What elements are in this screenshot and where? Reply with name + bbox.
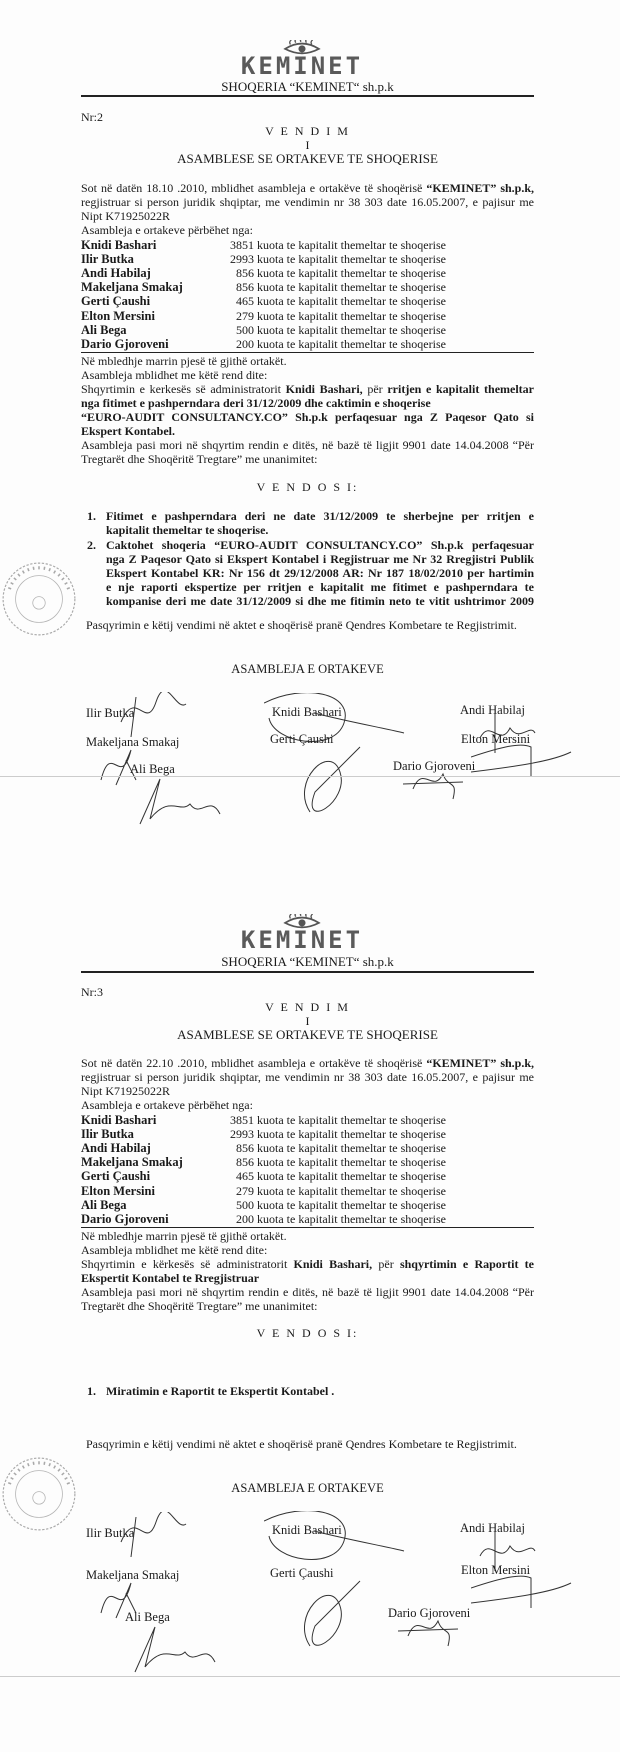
member-quota: 856 [236,1141,254,1156]
members-rule [81,1227,534,1228]
text-segment: Knidi Bashari, [285,382,363,396]
member-name: Dario Gjoroveni [81,336,169,351]
company-header: SHOQERIA “KEMINET“ sh.p.k [221,79,394,94]
intro-line [81,1084,170,1098]
intro-line [81,181,534,195]
signatory-name: Dario Gjoroveni [388,1606,471,1620]
signatory-name: Gerti Çaushi [270,732,334,746]
intro-line [81,223,253,237]
signatory-name: Elton Mersini [461,732,531,746]
agenda-line [81,354,287,368]
member-quota-text: kuota te kapitalit themeltar te shoqerise [257,322,446,337]
member-name: Gerti Çaushi [81,1169,151,1184]
decision-title: V E N D I M [265,1000,350,1014]
agenda-line [81,1229,287,1243]
text-segment: për [372,1257,400,1271]
decision-title: V E N D I M [265,124,350,138]
member-quota-text: kuota te kapitalit themeltar te shoqerise [257,1211,446,1226]
decision-subtitle: ASAMBLESE SE ORTAKEVE TE SHOQERISE [177,1027,438,1042]
member-name: Ali Bega [81,1197,127,1212]
text-segment: për [362,382,388,396]
decision-item-line: kapitalit themeltar te shoqerise. [106,523,269,537]
member-quota-text: kuota te kapitalit themeltar te shoqerise [257,1197,446,1212]
intro-line [81,1056,534,1070]
text-segment: Tregtarët dhe Shoqëritë Tregtare” me unanimitet: [81,452,318,466]
agenda-line [81,452,318,466]
text-segment: Asambleja mblidhet me këtë rend dite: [81,368,268,382]
member-quota-text: kuota te kapitalit themeltar te shoqerise [257,336,446,351]
decision-item-line: Miratimin e Raportit te Ekspertit Kontabel . [106,1384,335,1398]
member-name: Andi Habilaj [81,1141,151,1156]
member-name: Knidi Bashari [81,238,157,252]
member-quota: 856 [236,266,254,281]
member-quota-text: kuota te kapitalit themeltar te shoqerise [257,308,446,323]
member-quota-text: kuota te kapitalit themeltar te shoqerise [257,266,446,281]
company-header: SHOQERIA “KEMINET“ sh.p.k [221,954,394,969]
text-segment: Asambleja pasi mori në shqyrtim rendin e ditës, në bazë të ligjit 9901 date 14.04.2008 “Për [81,438,534,452]
text-segment: Nipt K71925022R [81,209,171,223]
agenda-line [81,424,175,438]
member-quota-text: kuota te kapitalit themeltar te shoqerise [257,238,446,252]
member-name: Ilir Butka [81,252,134,267]
decision-item-number: 1. [87,509,96,523]
intro-line [81,1098,253,1112]
signatory-name: Knidi Bashari [272,1523,342,1537]
text-segment: regjistruar si person juridik shqiptar, me vendimin nr 38 303 date 16.05.2007, e pajisur me [81,195,534,209]
text-segment: shqyrtimin e Raportit te [399,1257,535,1271]
closing-statement: Pasqyrimin e këtij vendimi në aktet e shoqërisë pranë Qendres Kombetare te Regjistrimit. [86,618,517,632]
company-stamp [0,1455,78,1533]
agenda-line [81,1257,534,1271]
agenda-line [81,438,534,452]
text-segment: Knidi Bashari, [293,1257,373,1271]
decision-item-line: Caktohet shoqeria “EURO-AUDIT CONSULTANCY.CO” Sh.p.k perfaqesuar [106,538,534,552]
keminet-logo [232,40,372,80]
signatory-name: Knidi Bashari [272,705,342,719]
agenda-line [81,1299,318,1313]
member-quota: 200 [236,1211,254,1226]
text-segment: Ekspertit Kontabel te Rregjistruar [81,1271,260,1285]
signatory-name: Makeljana Smakaj [86,735,180,749]
member-name: Makeljana Smakaj [81,280,183,295]
agenda-line [81,1243,267,1257]
member-name: Makeljana Smakaj [81,1155,183,1170]
member-quota: 2993 [230,1127,254,1142]
agenda-line [81,1271,259,1285]
text-segment: Shqyrtimin e kerkesës së administratorit [81,382,286,396]
member-name: Ali Bega [81,322,127,337]
member-quota: 856 [236,280,254,295]
member-quota-text: kuota te kapitalit themeltar te shoqerise [257,252,446,267]
signatures-title: ASAMBLEJA E ORTAKEVE [231,1481,384,1495]
logo-wordmark: KEMINET [240,926,364,954]
member-quota: 500 [236,322,254,337]
member-quota-text: kuota te kapitalit themeltar te shoqerise [257,1141,446,1156]
signatory-name: Ali Bega [125,1610,170,1624]
signatures-title: ASAMBLEJA E ORTAKEVE [231,662,384,676]
handwritten-signature [264,1511,414,1571]
decision-item-line: e nje raporti ekspertize per rritjen e kapitalit me fitimet e pashperndara te [106,580,534,594]
signatory-name: Ilir Butka [86,706,135,720]
signatory-name: Andi Habilaj [460,1521,525,1535]
signatory-name: Dario Gjoroveni [393,759,476,773]
handwritten-signature [290,1576,370,1671]
intro-line [81,209,170,223]
text-segment: regjistruar si person juridik shqiptar, me vendimin nr 38 303 date 16.05.2007, e pajisur me [81,1070,534,1084]
signatory-name: Elton Mersini [461,1563,531,1577]
text-segment: Sot në datën 18.10 .2010, mblidhet asambleja e ortakëve të shoqërisë [81,181,427,195]
member-quota-text: kuota te kapitalit themeltar te shoqerise [257,280,446,295]
member-quota: 856 [236,1155,254,1170]
decision-item-line: nga Z Paqesor Qato si Ekspert Kontabel i Regjistruar me Nr 32 Rregjistri Publik [106,552,534,566]
agenda-line [81,1285,534,1299]
member-quota: 465 [236,1169,254,1184]
header-rule [81,971,534,973]
decision-item-number: 1. [87,1384,96,1398]
text-segment: Nipt K71925022R [81,1084,171,1098]
text-segment: Ekspert Kontabel. [81,424,176,438]
member-name: Elton Mersini [81,1183,155,1198]
text-segment: Tregtarët dhe Shoqëritë Tregtare” me unanimitet: [81,1299,318,1313]
member-quota: 2993 [230,252,254,267]
text-segment: Në mbledhje marrin pjesë të gjithë ortakët. [81,354,287,368]
member-quota-text: kuota te kapitalit themeltar te shoqerise [257,1155,446,1170]
text-segment: Shqyrtimin e kërkesës së administratorit [81,1257,294,1271]
decision-title-line-2: I [305,138,310,152]
member-quota-text: kuota te kapitalit themeltar te shoqerise [257,1183,446,1198]
decision-number: Nr:2 [81,110,103,124]
agenda-line [81,382,534,396]
member-quota: 279 [236,308,254,323]
member-name: Dario Gjoroveni [81,1211,169,1226]
text-segment: Asambleja mblidhet me këtë rend dite: [81,1243,268,1257]
member-quota-text: kuota te kapitalit themeltar te shoqerise [257,1127,446,1142]
member-name: Andi Habilaj [81,266,151,281]
member-quota: 500 [236,1197,254,1212]
intro-line [81,1070,534,1084]
member-quota-text: kuota te kapitalit themeltar te shoqerise [257,294,446,309]
handwritten-signature [125,1622,225,1677]
decides-heading: V E N D O S I: [256,1326,359,1340]
header-rule [81,95,534,97]
member-quota: 279 [236,1183,254,1198]
text-segment: rritjen e kapitalit themeltar [387,382,534,396]
agenda-line [81,410,534,424]
text-segment: nga fitimet e pashperndara deri 31/12/2009 dhe caktimin e shoqerise [81,396,431,410]
page-fold [0,776,620,777]
text-segment: Asambleja pasi mori në shqyrtim rendin e ditës, në bazë të ligjit 9901 date 14.04.2008 “Për [81,1285,534,1299]
page-fold [0,1676,620,1677]
text-segment: “KEMINET” sh.p.k, [426,1056,535,1070]
text-segment: Asambleja e ortakeve përbëhet nga: [81,1098,253,1112]
member-name: Elton Mersini [81,308,155,323]
intro-line [81,195,534,209]
text-segment: Asambleja e ortakeve përbëhet nga: [81,223,253,237]
member-quota-text: kuota te kapitalit themeltar te shoqerise [257,1113,446,1127]
member-quota: 465 [236,294,254,309]
keminet-logo [232,914,372,954]
logo-wordmark: KEMINET [240,52,364,80]
decision-item-number: 2. [87,538,96,552]
closing-statement: Pasqyrimin e këtij vendimi në aktet e shoqërisë pranë Qendres Kombetare te Regjistrimit. [86,1437,517,1451]
signatory-name: Andi Habilaj [460,703,525,717]
signatory-name: Makeljana Smakaj [86,1568,180,1582]
signatory-name: Ilir Butka [86,1526,135,1540]
decision-item-line: kompanise deri me date 31/12/2009 si dhe me fitimin neto te vitit ushtrimor 2009 [106,594,534,608]
member-name: Gerti Çaushi [81,294,151,309]
text-segment: “KEMINET” sh.p.k, [426,181,535,195]
decides-heading: V E N D O S I: [256,480,359,494]
text-segment: “EURO-AUDIT CONSULTANCY.CO” Sh.p.k perfaqesuar nga Z Paqesor Qato si [81,410,534,424]
member-name: Knidi Bashari [81,1113,157,1127]
decision-subtitle: ASAMBLESE SE ORTAKEVE TE SHOQERISE [177,151,438,166]
decision-title-line-2: I [305,1014,310,1028]
member-quota: 3851 [230,1113,254,1127]
decision-item-line: Ekspert Kontabel KR: Nr 156 dt 29/12/2008 AR: Nr 187 18/02/2010 per hartimin [106,566,534,580]
signatory-name: Ali Bega [130,762,175,776]
signatory-name: Gerti Çaushi [270,1566,334,1580]
handwritten-signature [130,774,230,829]
agenda-line [81,368,267,382]
handwritten-signature [290,742,370,837]
members-rule [81,352,534,353]
decision-item-line: Fitimet e pashperndara deri ne date 31/12/2009 te sherbejne per rritjen e [106,509,534,523]
company-stamp [0,560,78,638]
agenda-line [81,396,431,410]
text-segment: Sot në datën 22.10 .2010, mblidhet asambleja e ortakëve të shoqërisë [81,1056,427,1070]
member-quota: 3851 [230,238,254,252]
decision-number: Nr:3 [81,985,103,999]
member-quota: 200 [236,336,254,351]
member-name: Ilir Butka [81,1127,134,1142]
member-quota-text: kuota te kapitalit themeltar te shoqerise [257,1169,446,1184]
text-segment: Në mbledhje marrin pjesë të gjithë ortakët. [81,1229,287,1243]
